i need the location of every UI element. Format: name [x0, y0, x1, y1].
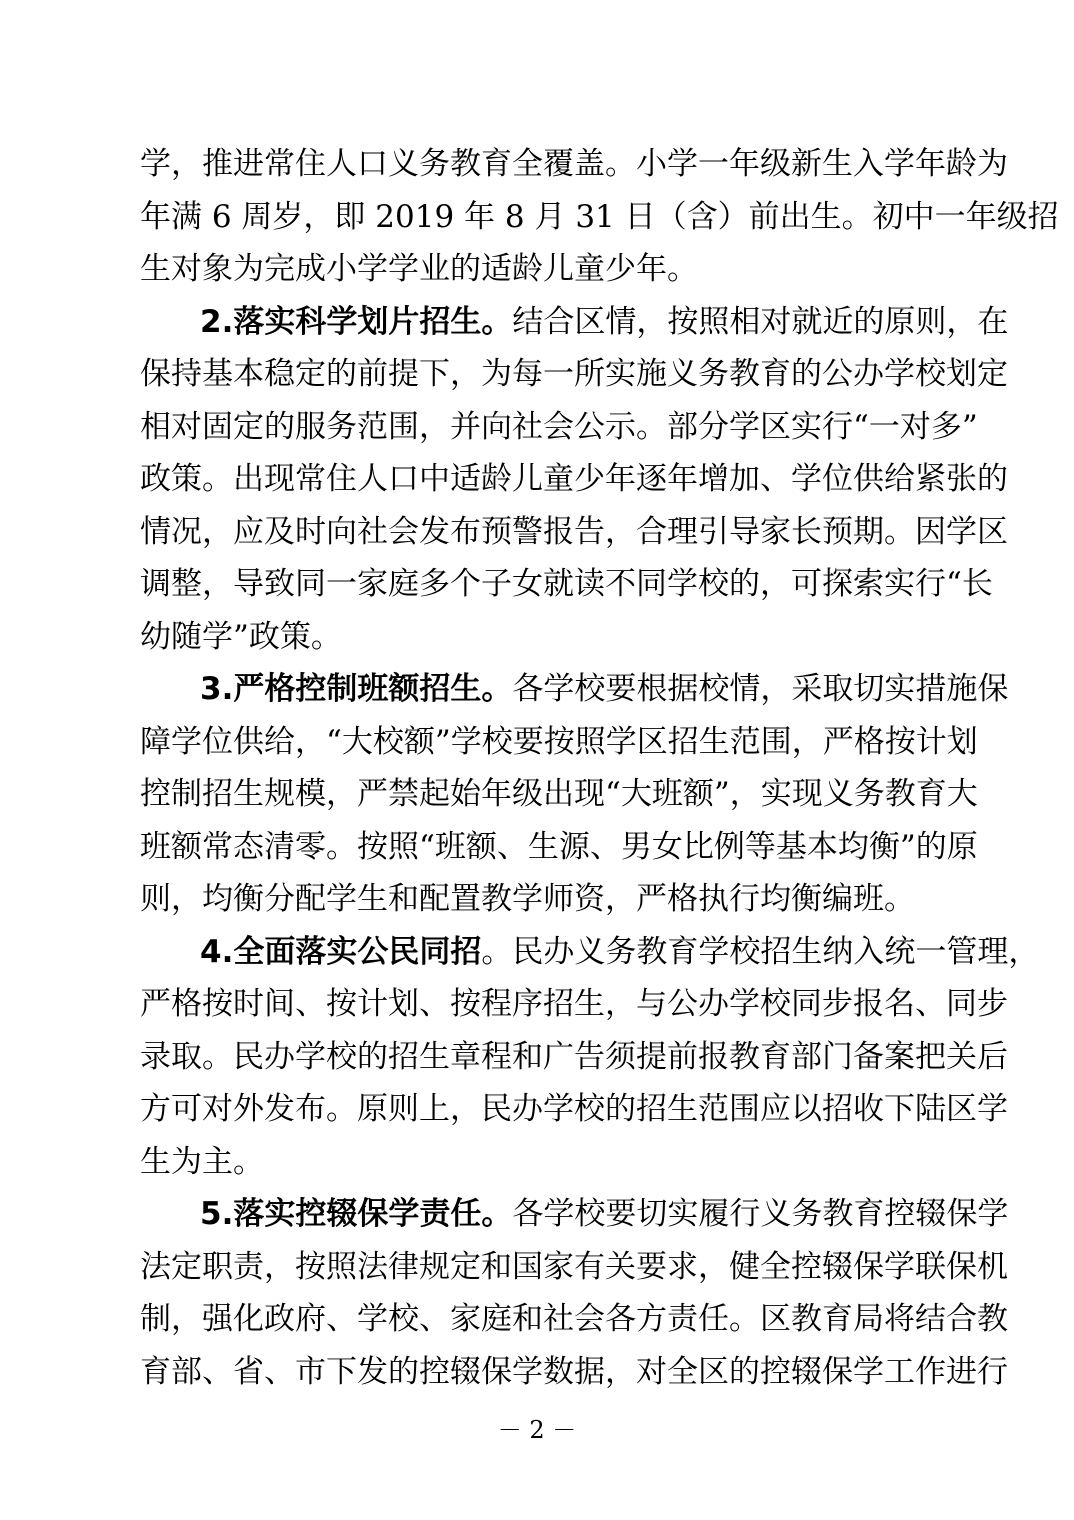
para2-line: 调整，导致同一家庭多个子女就读不同学校的，可探索实行“长: [140, 566, 993, 602]
para3-line: 障学位供给，“大校额”学校要按照学区招生范围，严格按计划: [140, 723, 978, 760]
para3-line: 则，均衡分配学生和配置教学师资，严格执行均衡编班。: [140, 881, 915, 917]
para1-line: 年满 6 周岁，即 2019 年 8 月 31 日（含）前出生。初中一年级招: [140, 198, 1059, 235]
para4-line: 生为主。: [140, 1143, 264, 1180]
para4-line: 录取。民办学校的招生章程和广告须提前报教育部门备案把关后: [140, 1038, 1008, 1075]
para2-line: 幼随学”政策。: [140, 618, 342, 655]
para4-line: 严格按时间、按计划、按程序招生，与公办学校同步报名、同步: [140, 986, 1008, 1022]
para4-heading: 4.全面落实公民同招: [200, 933, 482, 970]
para2-line: 保持基本稳定的前提下，为每一所实施义务教育的公办学校划定: [140, 356, 1008, 392]
para5-first-line: [140, 1188, 1009, 1241]
para3-line: 控制招生规模，严禁起始年级出现“大班额”，实现义务教育大: [140, 776, 978, 812]
para3-text: 各学校要根据校情，采取切实措施保: [512, 671, 1009, 707]
page-number: － 2 －: [497, 1416, 577, 1444]
para2-line: 情况，应及时向社会发布预警报告，合理引导家长预期。因学区: [140, 513, 1008, 550]
para3-line: 班额常态清零。按照“班额、生源、男女比例等基本均衡”的原: [140, 828, 978, 865]
document-body: [140, 138, 1059, 1398]
para5-heading: 5.落实控辍保学责任。: [200, 1196, 513, 1232]
para3-heading: 3.严格控制班额招生。: [200, 671, 513, 707]
para2-heading: 2.落实科学划片招生。: [200, 303, 513, 340]
para5-line: 法定职责，按照法律规定和国家有关要求，健全控辍保学联保机: [140, 1248, 1008, 1285]
para5-line: 制，强化政府、学校、家庭和社会各方责任。区教育局将结合教: [140, 1301, 1008, 1337]
para2-first-line: [140, 296, 1009, 349]
para1-line: 学，推进常住人口义务教育全覆盖。小学一年级新生入学年龄为: [140, 146, 1008, 182]
para1-line: 生对象为完成小学学业的适龄儿童少年。: [140, 251, 698, 287]
para2-line: 相对固定的服务范围，并向社会公示。部分学区实行“一对多”: [140, 408, 978, 445]
para5-text: 各学校要切实履行义务教育控辍保学: [512, 1196, 1009, 1232]
para2-line: 政策。出现常住人口中适龄儿童少年逐年增加、学位供给紧张的: [140, 461, 1008, 497]
para2-text: 结合区情，按照相对就近的原则，在: [512, 303, 1009, 340]
para4-first-line: [140, 926, 1040, 979]
para5-line: 育部、省、市下发的控辍保学数据，对全区的控辍保学工作进行: [140, 1353, 1008, 1390]
para4-text: 。民办义务教育学校招生纳入统一管理，: [481, 933, 1040, 970]
para4-line: 方可对外发布。原则上，民办学校的招生范围应以招收下陆区学: [140, 1091, 1008, 1127]
para3-first-line: [140, 663, 1009, 716]
